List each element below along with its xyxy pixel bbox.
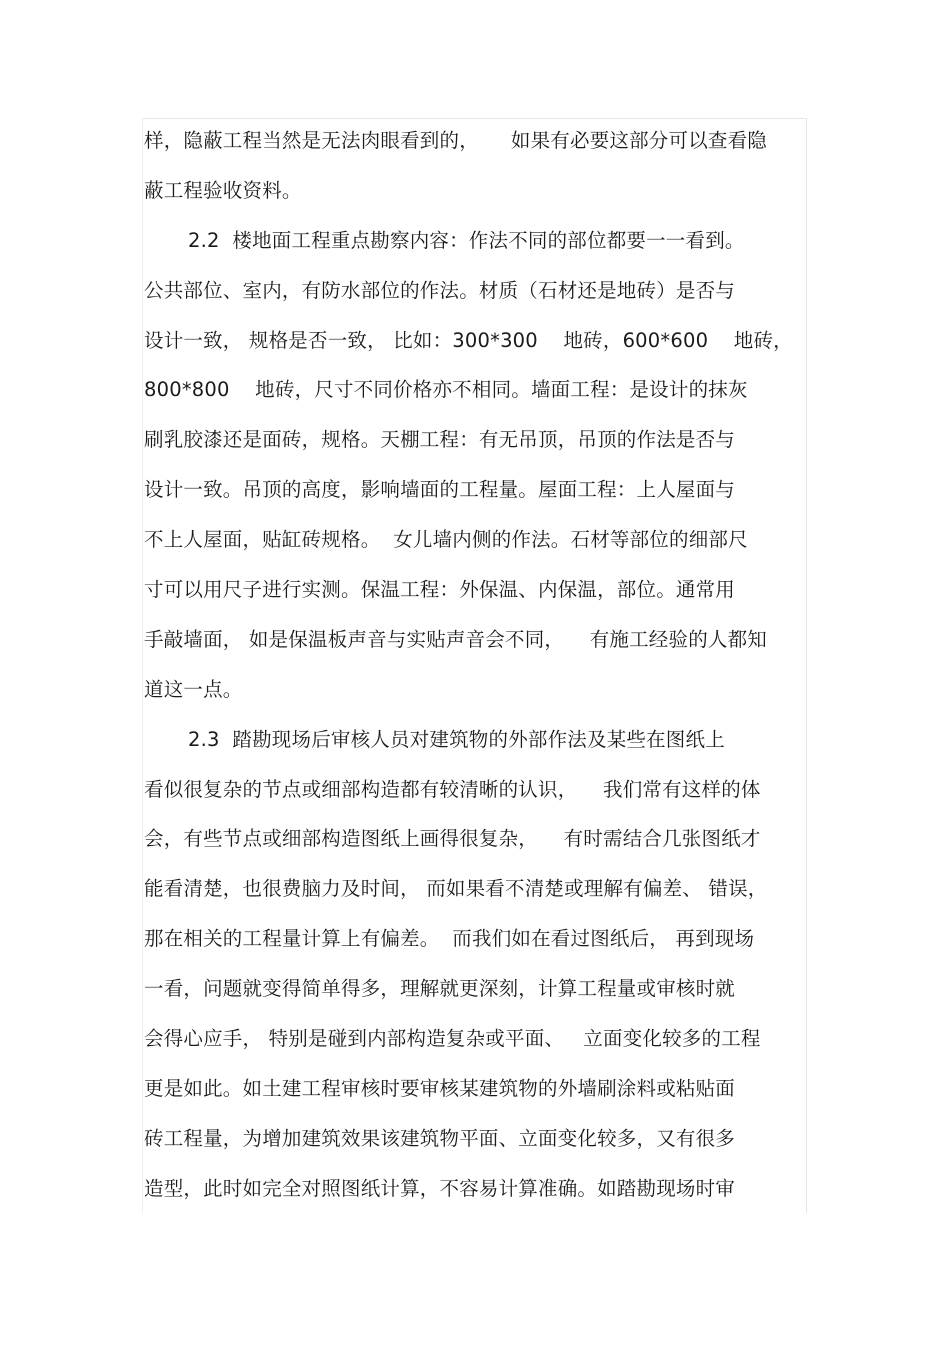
text-line: 公共部位、室内，有防水部位的作法。材质（石材还是地砖）是否与 <box>144 278 736 302</box>
text-line: 会，有些节点或细部构造图纸上画得很复杂， 有时需结合几张图纸才 <box>144 827 761 851</box>
text-line: 设计一致。吊顶的高度，影响墙面的工程量。屋面工程：上人屋面与 <box>144 478 736 502</box>
text-line: 道这一点。 <box>144 677 243 701</box>
text-line: 寸可以用尺子进行实测。保温工程：外保温、内保温，部位。通常用 <box>144 578 736 602</box>
text-line: 造型，此时如完全对照图纸计算，不容易计算准确。如踏勘现场时审 <box>144 1176 736 1200</box>
section-heading-2-2: 2.2 楼地面工程重点勘察内容：作法不同的部位都要一一看到。 <box>188 228 745 252</box>
text-line: 更是如此。如土建工程审核时要审核某建筑物的外墙刷涂料或粘贴面 <box>144 1076 736 1100</box>
text-line: 800*800 地砖，尺寸不同价格亦不相同。墙面工程：是设计的抹灰 <box>144 378 748 402</box>
text-line: 蔽工程验收资料。 <box>144 178 302 202</box>
text-line: 不上人屋面，贴缸砖规格。 女儿墙内侧的作法。石材等部位的细部尺 <box>144 528 748 552</box>
text-line: 看似很复杂的节点或细部构造都有较清晰的认识， 我们常有这样的体 <box>144 777 761 801</box>
text-line: 手敲墙面， 如是保温板声音与实贴声音会不同， 有施工经验的人都知 <box>144 627 767 651</box>
text-line: 会得心应手， 特别是碰到内部构造复杂或平面、 立面变化较多的工程 <box>144 1027 761 1051</box>
text-line: 那在相关的工程量计算上有偏差。 而我们如在看过图纸后， 再到现场 <box>144 927 755 951</box>
text-line: 样，隐蔽工程当然是无法肉眼看到的， 如果有必要这部分可以查看隐 <box>144 129 767 152</box>
text-line: 能看清楚，也很费脑力及时间， 而如果看不清楚或理解有偏差、 错误， <box>144 877 768 901</box>
text-line: 一看，问题就变得简单得多，理解就更深刻，计算工程量或审核时就 <box>144 977 736 1001</box>
text-line: 设计一致， 规格是否一致， 比如：300*300 地砖，600*600 地砖， <box>144 328 793 352</box>
section-heading-2-3: 2.3 踏勘现场后审核人员对建筑物的外部作法及某些在图纸上 <box>188 727 725 751</box>
text-line: 刷乳胶漆还是面砖，规格。天棚工程：有无吊顶，吊顶的作法是否与 <box>144 428 736 452</box>
text-line: 砖工程量，为增加建筑效果该建筑物平面、立面变化较多，又有很多 <box>144 1126 736 1150</box>
document-body <box>144 116 804 1214</box>
